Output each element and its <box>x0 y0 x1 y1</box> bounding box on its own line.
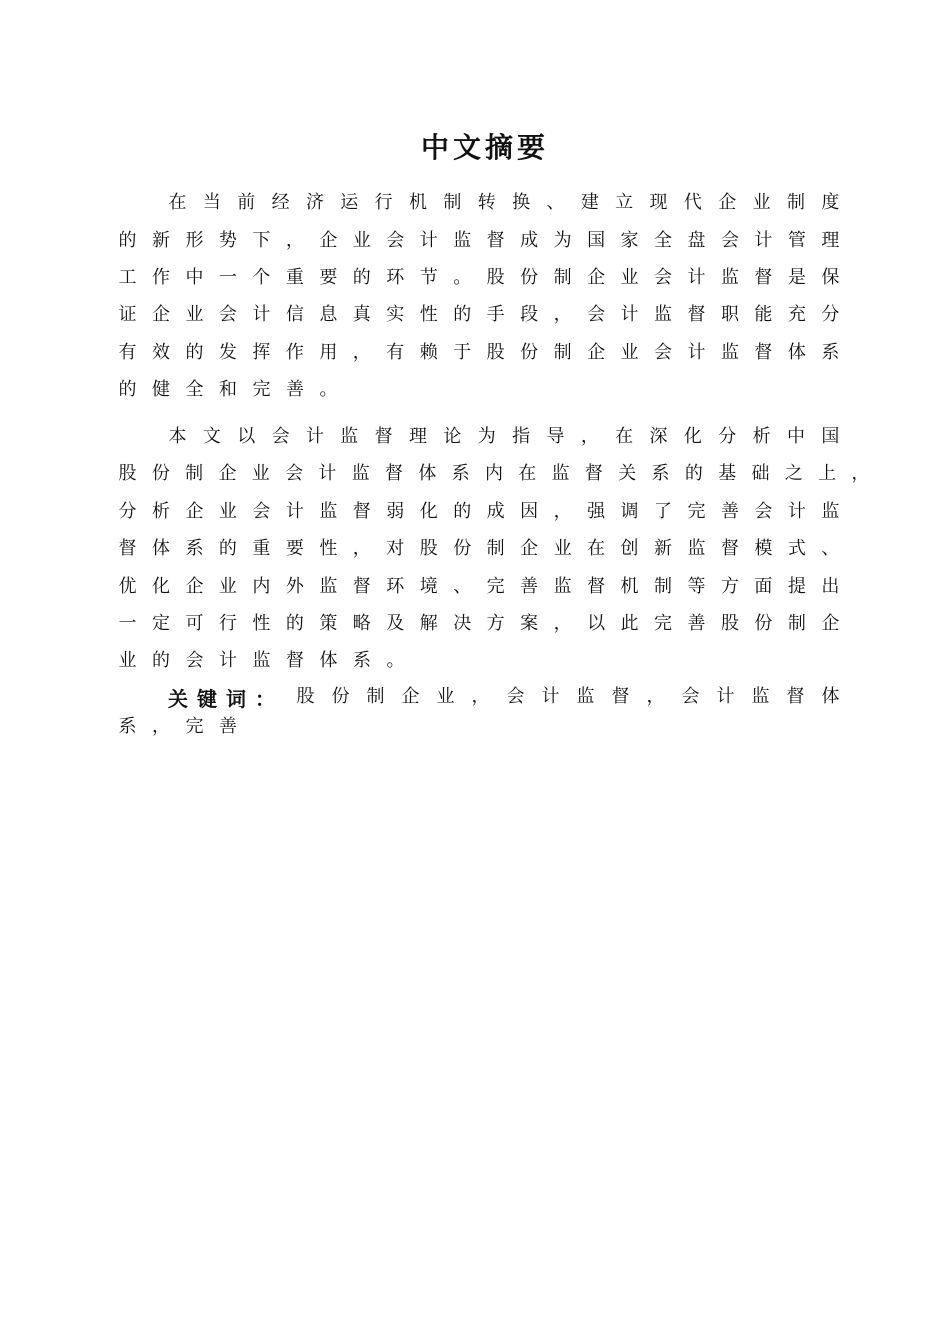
keywords-text-continued: 系 ， 完 善 <box>118 716 237 737</box>
keywords-text: 股 份 制 企 业 ， 会 计 监 督 ， 会 计 监 督 体 <box>296 686 840 707</box>
text-line: 有 效 的 发 挥 作 用 ， 有 赖 于 股 份 制 企 业 会 计 监 督 体 系 <box>118 342 840 363</box>
abstract-title: 中文摘要 <box>420 131 549 164</box>
text-line: 的 健 全 和 完 善 。 <box>118 379 338 400</box>
text-line: 一 定 可 行 性 的 策 略 及 解 决 方 案 ， 以 此 完 善 股 份 制 企 <box>118 613 840 634</box>
text-line: 优 化 企 业 内 外 监 督 环 境 、 完 善 监 督 机 制 等 方 面 提 出 <box>118 576 840 597</box>
keywords-line <box>168 682 840 712</box>
keywords-label: 关键词： <box>168 686 284 711</box>
text-line: 工 作 中 一 个 重 要 的 环 节 。 股 份 制 企 业 会 计 监 督 是 保 <box>118 267 840 288</box>
text-line: 分 析 企 业 会 计 监 督 弱 化 的 成 因 ， 强 调 了 完 善 会 计 监 <box>118 501 840 522</box>
text-line: 在 当 前 经 济 运 行 机 制 转 换 、 建 立 现 代 企 业 制 度 <box>168 192 840 213</box>
text-line: 的 新 形 势 下 ， 企 业 会 计 监 督 成 为 国 家 全 盘 会 计 管 理 <box>118 230 840 251</box>
text-line: 业 的 会 计 监 督 体 系 。 <box>118 650 405 671</box>
text-line: 股 份 制 企 业 会 计 监 督 体 系 内 在 监 督 关 系 的 基 础 之 上 ， <box>118 463 870 484</box>
text-line: 证 企 业 会 计 信 息 真 实 性 的 手 段 ， 会 计 监 督 职 能 充 分 <box>118 304 840 325</box>
text-line: 本 文 以 会 计 监 督 理 论 为 指 导 ， 在 深 化 分 析 中 国 <box>168 426 840 447</box>
text-line: 督 体 系 的 重 要 性 ， 对 股 份 制 企 业 在 创 新 监 督 模 式 、 <box>118 538 840 559</box>
